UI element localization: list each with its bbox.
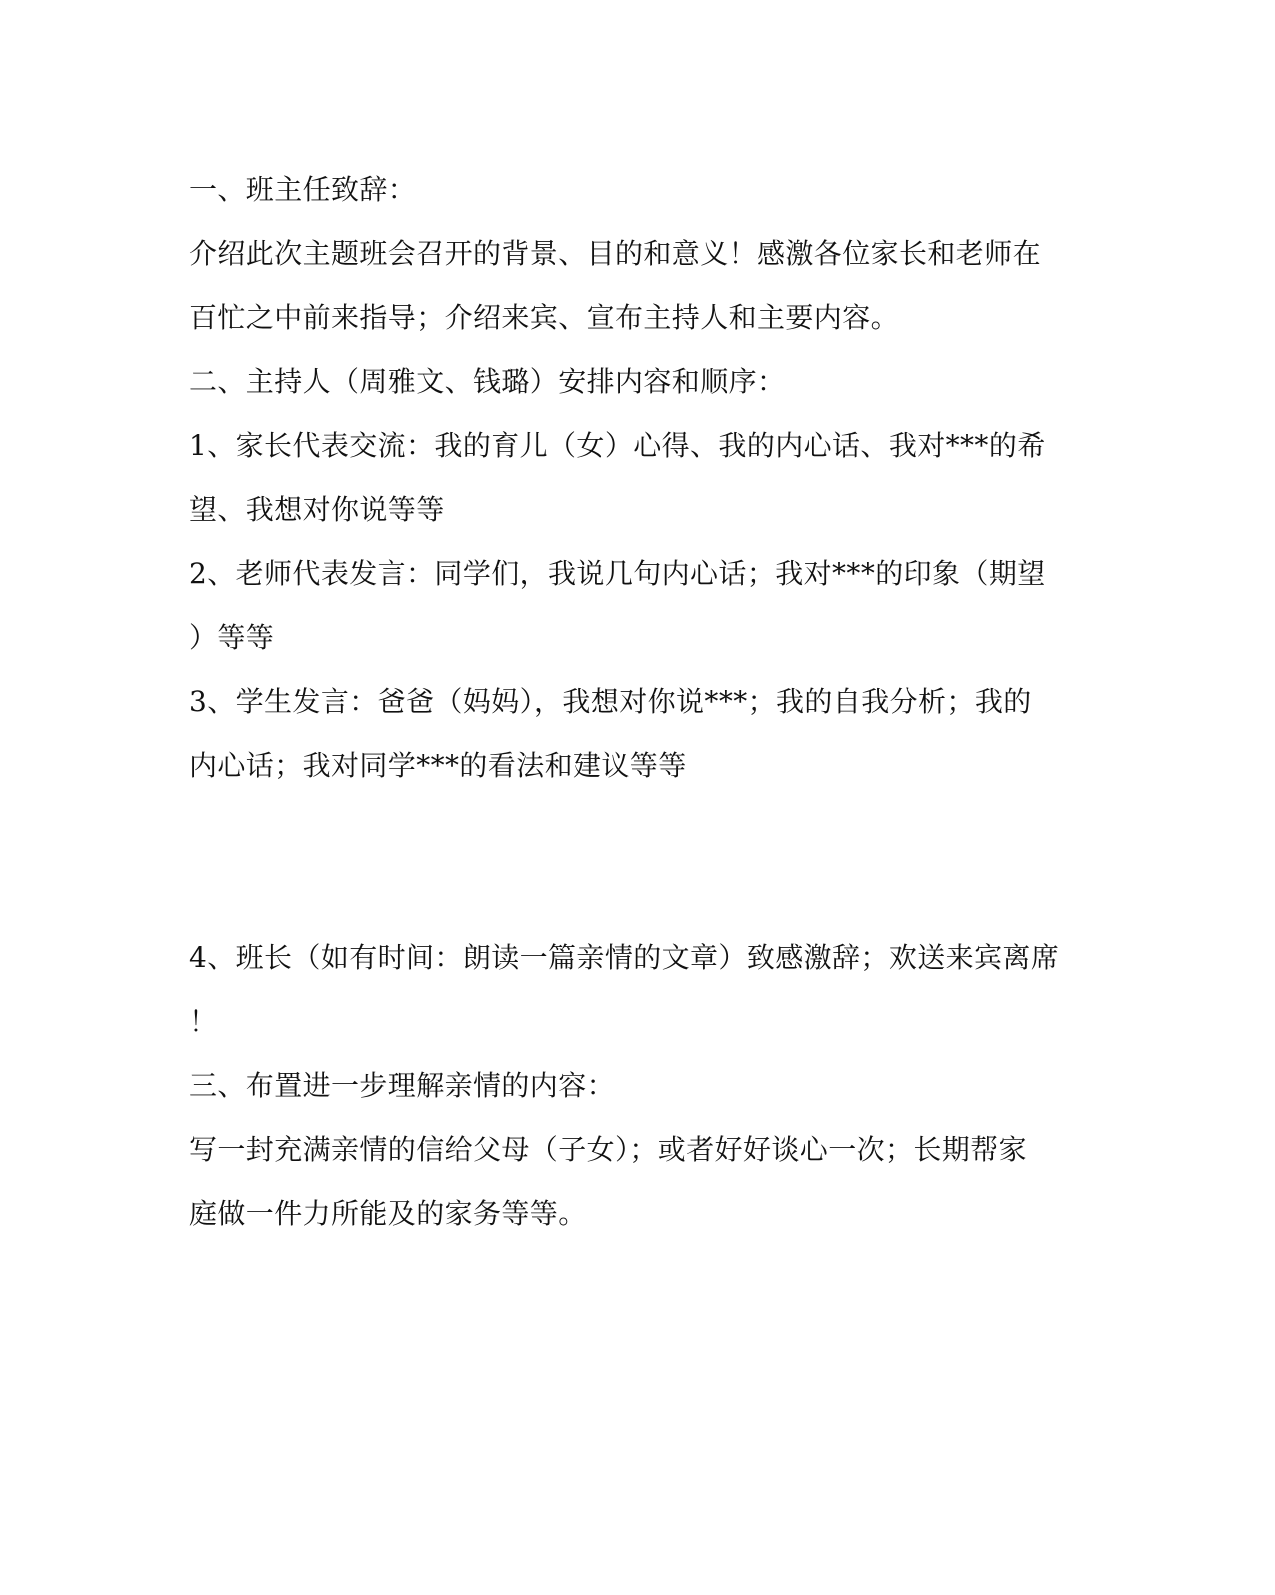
paragraph-line: 庭做一件力所能及的家务等等。 [189,1197,587,1230]
list-item-3: 3、学生发言：爸爸（妈妈），我想对你说***；我的自我分析；我的 [189,685,1032,718]
list-item-2: 2、老师代表发言：同学们，我说几句内心话；我对***的印象（期望 [189,557,1046,590]
section-heading-1: 一、班主任致辞： [189,173,417,206]
list-item-3-continued: 内心话；我对同学***的看法和建议等等 [189,749,687,782]
paragraph-line: 百忙之中前来指导；介绍来宾、宣布主持人和主要内容。 [189,301,900,334]
paragraph-line: 写一封充满亲情的信给父母（子女）；或者好好谈心一次；长期帮家 [189,1133,1028,1166]
list-item-1-continued: 望、我想对你说等等 [189,493,445,526]
list-item-2-continued: ）等等 [189,621,275,654]
section-heading-2: 二、主持人（周雅文、钱璐）安排内容和顺序： [189,365,786,398]
list-item-4: 4、班长（如有时间：朗读一篇亲情的文章）致感激辞；欢送来宾离席 [189,941,1060,974]
list-item-4-continued: ！ [189,1005,218,1038]
paragraph-line: 介绍此次主题班会召开的背景、目的和意义！感激各位家长和老师在 [189,237,1042,270]
section-heading-3: 三、布置进一步理解亲情的内容： [189,1069,616,1102]
list-item-1: 1、家长代表交流：我的育儿（女）心得、我的内心话、我对***的希 [189,429,1046,462]
